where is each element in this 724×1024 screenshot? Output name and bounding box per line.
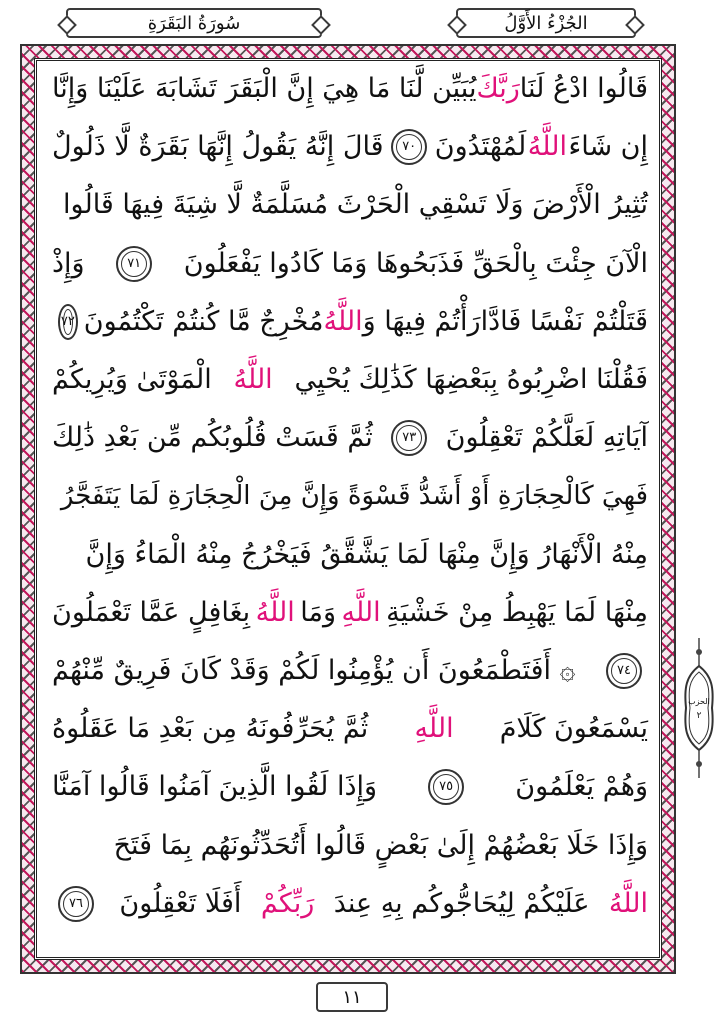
ayah-line (52, 700, 648, 758)
divine-name-text: اللَّهُ (233, 364, 273, 395)
ayah-line (52, 817, 648, 875)
verse-text: عَلَيْكُمْ لِيُحَاجُّوكُم بِهِ عِندَ (333, 887, 590, 919)
verse-text: وَإِذَا لَقُوا الَّذِينَ آمَنُوا قَالُوا آمَنَّا (52, 771, 378, 803)
ayah-line (52, 293, 648, 351)
verse-text: مِنْهُ الْأَنْهَارُ وَإِنَّ مِنْهَا لَمَا يَشَّقَّقُ فَيَخْرُجُ مِنْهُ الْمَاءُ وَإِنَّ (85, 538, 648, 570)
ayah-line (52, 60, 648, 118)
ayah-line (52, 351, 648, 409)
verse-text: الْمَوْتَىٰ وَيُرِيكُمْ (52, 364, 212, 395)
verse-text: ۞ أَفَتَطْمَعُونَ أَن يُؤْمِنُوا لَكُمْ وَقَدْ كَانَ فَرِيقٌ مِّنْهُمْ (52, 655, 576, 686)
divine-name-text: اللَّهِ (414, 713, 454, 745)
verse-text: وَهُمْ يَعْلَمُونَ (515, 771, 648, 803)
verse-text: وَإِذْ (52, 247, 85, 279)
divine-name-text: اللَّهُ (323, 305, 363, 337)
verse-text: فَهِيَ كَالْحِجَارَةِ أَوْ أَشَدُّ قَسْوَةً وَإِنَّ مِنَ الْحِجَارَةِ لَمَا يَتَفَجَّرُ (60, 481, 648, 512)
divine-name-text: اللَّهِ (341, 596, 381, 628)
verse-text: لَمُهْتَدُونَ (434, 131, 527, 163)
verse-text: ثُمَّ قَسَتْ قُلُوبُكُم مِّن بَعْدِ ذَٰلِكَ (52, 422, 373, 454)
ayah-line (52, 526, 648, 584)
verse-text: فَقُلْنَا اضْرِبُوهُ بِبَعْضِهَا كَذَٰلِكَ يُحْيِي (294, 364, 648, 395)
verse-text: قَالَ إِنَّهُ يَقُولُ إِنَّهَا بَقَرَةٌ لَّا ذَلُولٌ (52, 131, 384, 163)
verse-text: مُخْرِجٌ مَّا كُنتُمْ تَكْتُمُونَ (83, 305, 324, 337)
juz-name-header (456, 8, 636, 38)
verse-text: آيَاتِهِ لَعَلَّكُمْ تَعْقِلُونَ (445, 422, 648, 454)
verse-text: يَسْمَعُونَ كَلَامَ (499, 713, 648, 745)
divine-name-text: رَبَّكَ (476, 73, 520, 104)
ayah-number-marker: ٧٠ (391, 129, 427, 165)
ayah-number-marker: ٧١ (116, 246, 152, 282)
hizb-marker-icon (682, 638, 716, 778)
verse-text: وَإِذَا خَلَا بَعْضُهُمْ إِلَىٰ بَعْضٍ قَالُوا أَتُحَدِّثُونَهُم بِمَا فَتَحَ (113, 829, 648, 861)
verse-text: الْآنَ جِئْتَ بِالْحَقِّ فَذَبَحُوهَا وَمَا كَادُوا يَفْعَلُونَ (183, 247, 648, 279)
ayah-number-marker: ٧٥ (428, 769, 464, 805)
verse-text: قَالُوا ادْعُ لَنَا (519, 73, 648, 104)
juz-name: الجُزْءُ الأَوَّلُ (504, 12, 588, 34)
ayah-line (52, 235, 648, 293)
verse-text: إِن شَاءَ (568, 131, 648, 163)
ayah-line (52, 176, 648, 234)
verse-text: أَفَلَا تَعْقِلُونَ (119, 887, 242, 919)
ayah-line (52, 409, 648, 467)
ayah-line (52, 642, 648, 700)
page-number: ١١ (342, 986, 362, 1008)
quran-text-block (44, 60, 656, 960)
page-number-box (316, 982, 388, 1012)
ayah-number-marker: ٧٤ (606, 653, 642, 689)
verse-text: ثُمَّ يُحَرِّفُونَهُ مِن بَعْدِ مَا عَقَلُوهُ (52, 713, 369, 745)
ayah-line (52, 467, 648, 525)
verse-text: يُبَيِّن لَّنَا مَا هِيَ إِنَّ الْبَقَرَ تَشَابَهَ عَلَيْنَا وَإِنَّا (51, 73, 477, 104)
divine-name-text: اللَّهُ (608, 887, 648, 919)
ayah-line (52, 584, 648, 642)
hizb-number: ٢ (696, 711, 702, 721)
verse-text: تُثِيرُ الْأَرْضَ وَلَا تَسْقِي الْحَرْثَ مُسَلَّمَةٌ لَّا شِيَةَ فِيهَا قَالُوا (63, 189, 648, 221)
divine-name-text: اللَّهُ (255, 596, 295, 628)
divine-name-text: اللَّهُ (527, 131, 567, 163)
ayah-line (52, 118, 648, 176)
verse-text: قَتَلْتُمْ نَفْسًا فَادَّارَأْتُمْ فِيهَا وَ (362, 305, 648, 337)
verse-text: وَمَا (300, 596, 337, 628)
ayah-number-marker: ٧٦ (58, 886, 94, 922)
divine-name-text: رَبِّكُمْ (260, 887, 315, 919)
ayah-number-marker: ٧٣ (391, 420, 427, 456)
verse-text: مِنْهَا لَمَا يَهْبِطُ مِنْ خَشْيَةِ (386, 596, 648, 628)
surah-name: سُورَةُ البَقَرَةِ (147, 12, 241, 34)
verse-text: بِغَافِلٍ عَمَّا تَعْمَلُونَ (52, 596, 251, 628)
ayah-line (52, 758, 648, 816)
surah-name-header (66, 8, 322, 38)
hizb-label: الحزب (688, 697, 710, 706)
ayah-number-marker: ٧٢ (58, 304, 78, 340)
ayah-line (52, 875, 648, 933)
